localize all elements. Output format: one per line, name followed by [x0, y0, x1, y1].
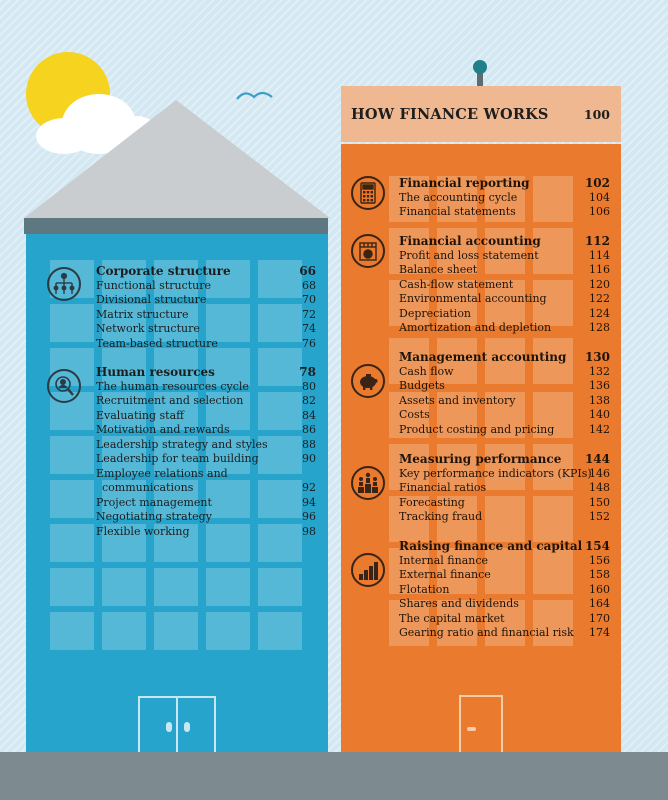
toc-entry[interactable] — [399, 496, 610, 511]
ground — [0, 752, 668, 800]
page-number: 114 — [589, 248, 610, 262]
heading-label: Corporate structure — [96, 264, 231, 278]
entry-label: Environmental accounting — [399, 292, 547, 305]
toc-entry[interactable] — [96, 322, 316, 337]
toc-entry[interactable] — [399, 263, 610, 278]
entry-label: Internal finance — [399, 553, 489, 567]
page-number: 132 — [589, 364, 610, 378]
page-number: 148 — [589, 481, 610, 494]
entry-label: Project management — [96, 495, 212, 509]
entry-label: Budgets — [399, 379, 445, 392]
toc-entry[interactable] — [399, 408, 610, 423]
window — [154, 568, 198, 606]
window — [50, 524, 94, 562]
magnifier-person-icon — [47, 369, 81, 403]
window — [258, 612, 302, 650]
toc-entry[interactable] — [399, 321, 610, 336]
heading-label: Human resources — [96, 365, 215, 379]
window — [206, 568, 250, 606]
heading-label: Management accounting — [399, 350, 567, 364]
entry-label: Balance sheet — [399, 263, 478, 276]
entry-label: Flotation — [399, 582, 450, 596]
entry-label: Cash-flow statement — [399, 277, 514, 291]
page-title: HOW FINANCE WORKS — [351, 106, 549, 123]
page-number: 130 — [584, 350, 610, 364]
chimney-cap — [473, 60, 487, 74]
org-chart-icon — [47, 267, 81, 301]
section-financial-reporting — [399, 176, 610, 220]
entry-label: Matrix structure — [96, 307, 189, 321]
page-number: 76 — [302, 336, 316, 350]
heading-label: Measuring performance — [399, 452, 562, 466]
toc-entry[interactable] — [96, 293, 316, 308]
entry-label: The accounting cycle — [399, 190, 518, 204]
toc-entry[interactable] — [399, 191, 610, 206]
window — [50, 480, 94, 518]
toc-heading[interactable] — [399, 234, 610, 249]
page-number: 122 — [589, 292, 610, 305]
entry-label: Negotiating strategy — [96, 510, 212, 523]
page-number: 154 — [584, 539, 610, 553]
page-number: 150 — [589, 495, 610, 509]
toc-entry[interactable] — [399, 278, 610, 293]
toc-entry[interactable] — [399, 626, 610, 641]
page-number: 146 — [589, 466, 610, 480]
window — [102, 612, 146, 650]
page-number: 104 — [589, 190, 610, 204]
toc-entry[interactable] — [399, 554, 610, 569]
entry-label: Network structure — [96, 322, 200, 335]
toc-entry[interactable] — [96, 438, 316, 453]
window — [50, 568, 94, 606]
page-number: 82 — [302, 394, 316, 407]
entry-label: Evaluating staff — [96, 408, 184, 422]
page-number: 124 — [589, 306, 610, 320]
window — [154, 612, 198, 650]
page-number: 80 — [302, 379, 316, 393]
entry-label: Key performance indicators (KPIs) — [399, 466, 592, 480]
page-number: 174 — [589, 626, 610, 639]
entry-label: Depreciation — [399, 306, 472, 320]
toc-entry[interactable] — [399, 205, 610, 220]
toc-entry[interactable] — [96, 423, 316, 438]
entry-label: communications — [102, 481, 194, 494]
toc-heading[interactable] — [399, 452, 610, 467]
toc-entry[interactable] — [96, 510, 316, 525]
page-number: 128 — [589, 321, 610, 334]
toc-heading[interactable] — [399, 539, 610, 554]
toc-entry[interactable] — [96, 481, 316, 496]
page-number: 160 — [589, 582, 610, 596]
entry-label: Motivation and rewards — [96, 423, 230, 436]
toc-entry[interactable] — [399, 249, 610, 264]
entry-label: Recruitment and selection — [96, 394, 244, 407]
page-number: 90 — [302, 452, 316, 465]
page-number: 102 — [584, 176, 610, 190]
entry-label: Costs — [399, 408, 430, 421]
section-raising-finance — [399, 539, 610, 641]
section-measuring-performance — [399, 452, 610, 525]
page-number: 94 — [302, 495, 316, 509]
toc-entry[interactable] — [399, 365, 610, 380]
entry-label: Shares and dividends — [399, 597, 519, 610]
page-number: 66 — [299, 264, 316, 278]
building-coin-icon — [351, 234, 385, 268]
entry-label: Leadership for team building — [96, 452, 259, 465]
page-number: 106 — [589, 205, 610, 218]
toc-entry[interactable] — [96, 452, 316, 467]
page-number: 88 — [302, 437, 316, 451]
side-door — [459, 695, 503, 754]
title-page-number: 100 — [583, 107, 610, 122]
section-human-resources — [96, 365, 316, 539]
entry-label: Financial statements — [399, 205, 516, 218]
toc-entry[interactable] — [399, 568, 610, 583]
page-number: 92 — [302, 481, 316, 494]
heading-label: Financial accounting — [399, 234, 541, 248]
page-number: 98 — [302, 524, 316, 538]
page-number: 70 — [302, 293, 316, 306]
page-number: 116 — [589, 263, 610, 276]
section-management-accounting — [399, 350, 610, 437]
toc-heading[interactable] — [96, 365, 316, 380]
toc-entry[interactable] — [399, 379, 610, 394]
piggy-bank-icon — [351, 364, 385, 398]
heading-label: Financial reporting — [399, 176, 530, 190]
toc-entry[interactable] — [399, 481, 610, 496]
page-number: 96 — [302, 510, 316, 523]
page-number: 156 — [589, 553, 610, 567]
toc-heading[interactable] — [399, 176, 610, 191]
entry-label: Leadership strategy and styles — [96, 437, 268, 451]
entry-label: Employee relations and — [96, 466, 228, 480]
toc-entry[interactable] — [399, 292, 610, 307]
podium-people-icon — [351, 466, 385, 500]
toc-entry[interactable] — [399, 423, 610, 438]
entry-label: External finance — [399, 568, 491, 581]
toc-entry[interactable] — [96, 279, 316, 294]
calculator-icon — [351, 176, 385, 210]
toc-heading[interactable] — [399, 350, 610, 365]
entry-label: Financial ratios — [399, 481, 487, 494]
toc-entry[interactable] — [399, 583, 610, 598]
toc-entry[interactable] — [96, 394, 316, 409]
entry-label: Assets and inventory — [399, 393, 516, 407]
entry-label: The human resources cycle — [96, 379, 249, 393]
entry-label: Profit and loss statement — [399, 248, 539, 262]
toc-entry[interactable] — [399, 510, 610, 525]
entry-label: Cash flow — [399, 364, 454, 378]
roof-band — [24, 218, 328, 234]
window — [258, 568, 302, 606]
entry-label: Product costing and pricing — [399, 422, 555, 436]
toc-entry[interactable] — [399, 597, 610, 612]
page-number: 164 — [589, 597, 610, 610]
entry-label: Forecasting — [399, 495, 465, 509]
entry-label: Tracking fraud — [399, 510, 483, 523]
section-financial-accounting — [399, 234, 610, 336]
toc-entry[interactable] — [399, 612, 610, 627]
entry-label: Flexible working — [96, 524, 190, 538]
page-number: 140 — [589, 408, 610, 421]
toc-entry[interactable] — [96, 525, 316, 540]
toc-entry[interactable] — [399, 307, 610, 322]
toc-entry[interactable] — [399, 467, 610, 482]
entry-label: The capital market — [399, 611, 505, 625]
window — [50, 304, 94, 342]
toc-entry[interactable] — [96, 308, 316, 323]
page-number: 72 — [302, 307, 316, 321]
heading-label: Raising finance and capital — [399, 539, 583, 553]
page-number: 138 — [589, 393, 610, 407]
entry-label: Team-based structure — [96, 336, 218, 350]
roof-illustration — [24, 100, 330, 220]
page-number: 142 — [589, 422, 610, 436]
entry-label: Amortization and depletion — [399, 321, 552, 334]
page-number: 152 — [589, 510, 610, 523]
toc-entry[interactable] — [96, 496, 316, 511]
toc-entry[interactable] — [399, 394, 610, 409]
page-number: 68 — [302, 278, 316, 292]
toc-heading[interactable] — [96, 264, 316, 279]
toc-entry[interactable] — [96, 337, 316, 352]
page-number: 84 — [302, 408, 316, 422]
page-number: 86 — [302, 423, 316, 436]
page-number: 112 — [584, 234, 610, 248]
front-door — [138, 696, 216, 754]
entry-label: Divisional structure — [96, 293, 207, 306]
entry-label: Functional structure — [96, 278, 212, 292]
toc-entry[interactable] — [96, 467, 316, 482]
page-number: 74 — [302, 322, 316, 335]
toc-entry[interactable] — [96, 409, 316, 424]
page-number: 144 — [584, 452, 610, 466]
window — [50, 436, 94, 474]
entry-label: Gearing ratio and financial risk — [399, 626, 574, 639]
page-number: 78 — [299, 365, 316, 379]
window — [102, 568, 146, 606]
page-number: 136 — [589, 379, 610, 392]
section-corporate-structure — [96, 264, 316, 351]
toc-entry[interactable] — [96, 380, 316, 395]
window — [206, 612, 250, 650]
page-number: 170 — [589, 611, 610, 625]
page-number: 120 — [589, 277, 610, 291]
page-number: 158 — [589, 568, 610, 581]
window — [50, 612, 94, 650]
coin-stack-chart-icon — [351, 553, 385, 587]
